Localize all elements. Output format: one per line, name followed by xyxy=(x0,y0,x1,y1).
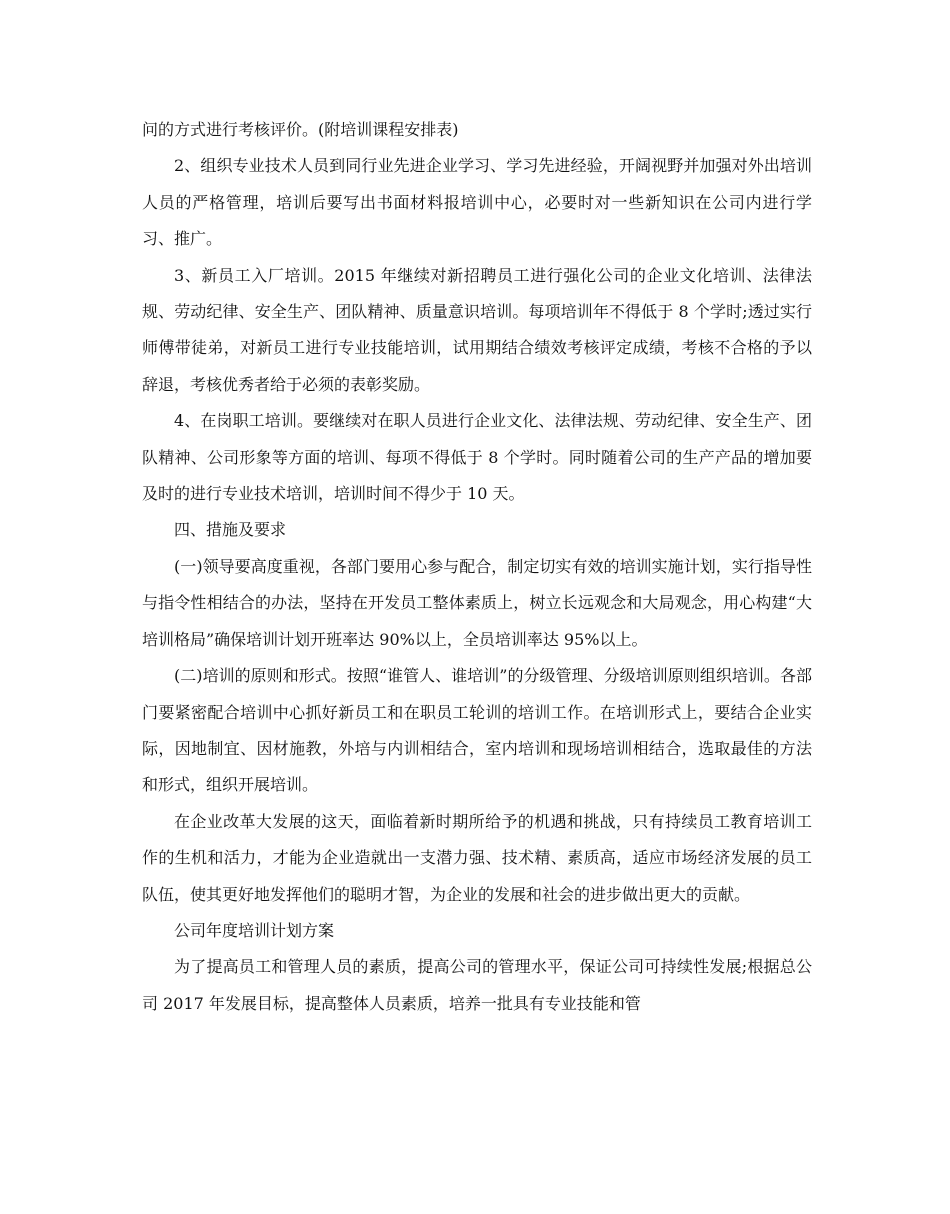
paragraph: 3、新员工入厂培训。2015 年继续对新招聘员工进行强化公司的企业文化培训、法律法规、劳动纪律、安全生产、团队精神、质量意识培训。每项培训年不得低于 8 个学时;透过实行师傅带徒弟，对新员工进行专业技能培训，试用期结合绩效考核评定成绩，考核不合格的予以辞退，考核优秀者给于必须的表彰奖励。 xyxy=(142,265,812,394)
section-heading: 四、措施及要求 xyxy=(174,520,287,540)
paragraph: 4、在岗职工培训。要继续对在职人员进行企业文化、法律法规、劳动纪律、安全生产、团队精神、公司形象等方面的培训、每项不得低于 8 个学时。同时随着公司的生产产品的增加要及时的进行专业技术培训，培训时间不得少于 10 天。 xyxy=(142,411,812,504)
paragraph: 在企业改革大发展的这天，面临着新时期所给予的机遇和挑战，只有持续员工教育培训工作的生机和活力，才能为企业造就出一支潜力强、技术精、素质高，适应市场经济发展的员工队伍，使其更好地发挥他们的聪明才智，为企业的发展和社会的进步做出更大的贡献。 xyxy=(142,811,812,904)
paragraph: (二)培训的原则和形式。按照“谁管人、谁培训”的分级管理、分级培训原则组织培训。各部门要紧密配合培训中心抓好新员工和在职员工轮训的培训工作。在培训形式上，要结合企业实际，因地制宜、因材施教，外培与内训相结合，室内培训和现场培训相结合，选取最佳的方法和形式，组织开展培训。 xyxy=(142,666,812,795)
paragraph: 为了提高员工和管理人员的素质，提高公司的管理水平，保证公司可持续性发展;根据总公司 2017 年发展目标，提高整体人员素质，培养一批具有专业技能和管 xyxy=(142,957,812,1013)
document-title: 公司年度培训计划方案 xyxy=(174,920,335,940)
document-body xyxy=(142,112,812,1022)
paragraph: 问的方式进行考核评价。(附培训课程安排表) xyxy=(142,120,459,139)
paragraph: (一)领导要高度重视，各部门要用心参与配合，制定切实有效的培训实施计划，实行指导性与指令性相结合的办法，坚持在开发员工整体素质上，树立长远观念和大局观念，用心构建“大培训格局”确保培训计划开班率达 90%以上，全员培训率达 95%以上。 xyxy=(142,556,812,649)
paragraph: 2、组织专业技术人员到同行业先进企业学习、学习先进经验，开阔视野并加强对外出培训人员的严格管理，培训后要写出书面材料报培训中心，必要时对一些新知识在公司内进行学习、推广。 xyxy=(142,156,812,249)
